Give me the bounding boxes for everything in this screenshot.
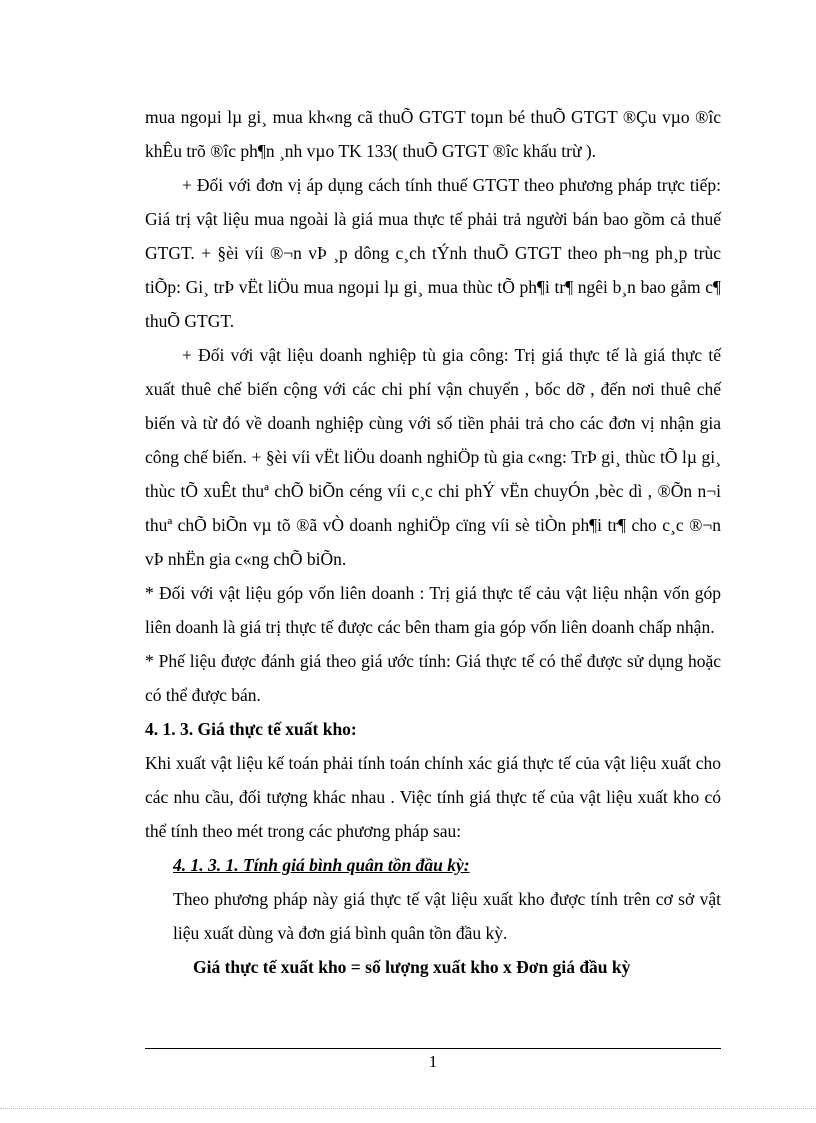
paragraph-average-method: Theo phương pháp này giá thực tế vật liệu xuất kho được tính trên cơ sở vật liệu xuất dùng và đơn giá bình quân tồn đầu kỳ. xyxy=(173,889,721,943)
paragraph-joint-venture-capital: * Đối với vật liệu góp vốn liên doanh : Trị giá thực tế cảu vật liệu nhận vốn góp liên doanh là giá trị thực tế được các bên tham gia góp vốn liên doanh chấp nhận. xyxy=(145,583,721,637)
document-body xyxy=(145,100,721,984)
pricing-formula: Giá thực tế xuất kho = số lượng xuất kho x Đơn giá đầu kỳ xyxy=(193,957,631,977)
paragraph-vat-deduction: mua ngoµi lµ gi¸ mua kh«ng cã thuÕ GTGT toµn bé thuÕ GTGT ®Çu vµo ®îc khÊu trõ ®îc ph¶n ¸nh vµo TK 133( thuÕ GTGT ®îc khấu trừ ). xyxy=(145,107,721,161)
page-bottom-edge xyxy=(0,1108,816,1109)
paragraph-self-processed-materials: + Đối với vật liệu doanh nghiệp tù gia công: Trị giá thực tế là giá thực tế xuất thuê chế biến cộng với các chi phí vận chuyển , bốc dỡ , đến nơi thuê chế biến và từ đó về doanh nghiệp cùng với số tiền phải trả cho các đơn vị nhận gia công chế biến. + §èi víi vËt liÖu doanh nghiÖp tù gia c«ng: TrÞ gi¸ thùc tÕ lµ gi¸ thùc tÕ xuÊt thuª chÕ biÕn céng víi c¸c chi phÝ vËn chuyÓn ,bèc dì , ®Õn n¬i thuª chÕ biÕn vµ tõ ®ã vÒ doanh nghiÖp cïng víi sè tiÒn ph¶i tr¶ cho c¸c ®¬n vÞ nhËn gia c«ng chÕ biÕn. xyxy=(145,345,721,569)
page-number: 1 xyxy=(428,1052,438,1071)
section-heading: 4. 1. 3. Giá thực tế xuất kho: xyxy=(145,719,357,739)
footer-divider xyxy=(145,1048,721,1049)
paragraph-issue-pricing: Khi xuất vật liệu kế toán phải tính toán chính xác giá thực tế của vật liệu xuất cho các nhu cầu, đối tượng khác nhau . Việc tính giá thực tế của vật liệu xuất kho có thể tính theo mét trong các phương pháp sau: xyxy=(145,753,721,841)
subsection-heading: 4. 1. 3. 1. Tính giá bình quân tồn đầu kỳ: xyxy=(173,855,470,875)
paragraph-scrap-valuation: * Phế liệu được đánh giá theo giá ước tính: Giá thực tế có thể được sử dụng hoặc có thể được bán. xyxy=(145,651,721,705)
paragraph-direct-method: + Đối với đơn vị áp dụng cách tính thuế GTGT theo phương pháp trực tiếp: Giá trị vật liệu mua ngoài là giá mua thực tế phải trả người bán bao gồm cả thuế GTGT. + §èi víi ®¬n vÞ ¸p dông c¸ch tÝnh thuÕ GTGT theo ph¬ng ph¸p trùc tiÕp: Gi¸ trÞ vËt liÖu mua ngoµi lµ gi¸ mua thùc tÕ ph¶i tr¶ ngêi b¸n bao gåm c¶ thuÕ GTGT. xyxy=(145,175,721,331)
